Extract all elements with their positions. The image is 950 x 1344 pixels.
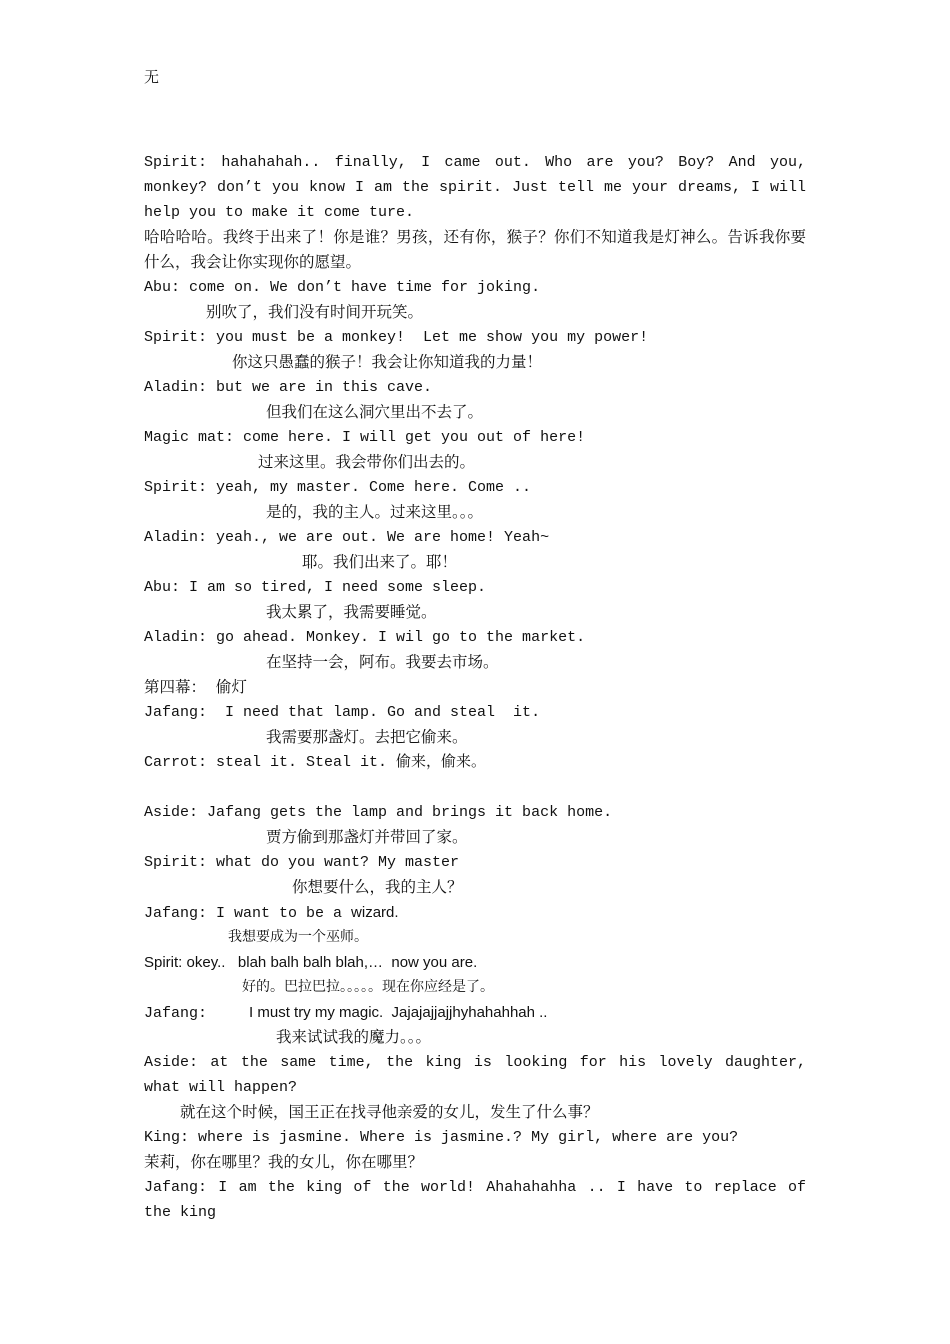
translation-line: 过来这里。我会带你们出去的。	[258, 453, 476, 471]
dialogue-line: Aladin: go ahead. Monkey. I wil go to the market.	[144, 629, 586, 646]
dialogue-line: Carrot: steal it. Steal it. 偷来，偷来。	[144, 754, 487, 771]
translation-line: 我来试试我的魔力。。。	[276, 1028, 432, 1046]
dialogue-line: Abu: come on. We don’t have time for joking.	[144, 279, 541, 296]
translation-line: 但我们在这么洞穴里出不去了。	[266, 403, 484, 421]
dialogue-line: Spirit: you must be a monkey! Let me show you my power!	[144, 329, 649, 346]
blank-line	[144, 775, 806, 800]
dialogue-line: Aladin: yeah., we are out. We are home! Yeah~	[144, 529, 550, 546]
dialogue-line	[144, 900, 806, 925]
translation-line: 贾方偷到那盏灯并带回了家。	[266, 828, 468, 846]
dialogue-line	[144, 1000, 806, 1025]
act-heading: 第四幕： 偷灯	[144, 678, 247, 696]
dialogue-line: Spirit: hahahahah.. finally, I came out. Who are you? Boy? And you, monkey? don’t you know I am the spirit. Just tell me your dreams, I will help you to make it come ture.	[144, 154, 806, 221]
translation-line: 耶。我们出来了。耶！	[302, 553, 458, 571]
translation-line: 在坚持一会，阿布。我要去市场。	[266, 653, 499, 671]
translation-line: 你这只愚蠢的猴子！我会让你知道我的力量！	[232, 353, 543, 371]
dialogue-line: Spirit: what do you want? My master	[144, 854, 460, 871]
dialogue-line: Spirit: okey.. blah balh balh blah,… now you are.	[144, 954, 478, 971]
dialogue-line: Jafang: I need that lamp. Go and steal it.	[144, 704, 541, 721]
dialogue-segment: Jafang: I want to be a	[144, 905, 352, 922]
translation-line: 你想要什么，我的主人？	[292, 878, 463, 896]
dialogue-line: Aside: at the same time, the king is looking for his lovely daughter, what will happen?	[144, 1054, 806, 1096]
dialogue-line: Abu: I am so tired, I need some sleep.	[144, 579, 487, 596]
dialogue-line: Aladin: but we are in this cave.	[144, 379, 433, 396]
dialogue-speaker: Jafang:	[144, 1005, 208, 1022]
translation-line: 好的。巴拉巴拉。。。。。现在你应经是了。	[242, 979, 494, 995]
translation-line: 别吹了，我们没有时间开玩笑。	[206, 303, 424, 321]
translation-line: 茉莉，你在哪里？我的女儿，你在哪里？	[144, 1153, 424, 1171]
page-header: 无	[144, 68, 160, 86]
dialogue-line: Magic mat: come here. I will get you out of here!	[144, 429, 586, 446]
translation-line: 就在这个时候，国王正在找寻他亲爱的女儿，发生了什么事？	[180, 1103, 599, 1121]
translation-line: 我太累了，我需要睡觉。	[266, 603, 437, 621]
dialogue-line: King: where is jasmine. Where is jasmine.? My girl, where are you?	[144, 1129, 739, 1146]
script-body	[144, 150, 806, 1225]
dialogue-line: Aside: Jafang gets the lamp and brings it back home.	[144, 804, 613, 821]
translation-line: 是的，我的主人。过来这里。。。	[266, 503, 484, 521]
translation-line: 我想要成为一个巫师。	[228, 929, 368, 945]
translation-line: 哈哈哈哈。我终于出来了！你是谁？男孩，还有你，猴子？你们不知道我是灯神么。告诉我你要什么，我会让你实现你的愿望。	[144, 228, 806, 271]
dialogue-segment: I must try my magic. Jajajajjajjhyhahahhah ..	[249, 1004, 548, 1021]
translation-line: 我需要那盏灯。去把它偷来。	[266, 728, 468, 746]
dialogue-segment: wizard.	[351, 904, 399, 921]
dialogue-line: Jafang: I am the king of the world! Ahahahahha .. I have to replace of the king	[144, 1179, 806, 1221]
dialogue-line: Spirit: yeah, my master. Come here. Come ..	[144, 479, 532, 496]
